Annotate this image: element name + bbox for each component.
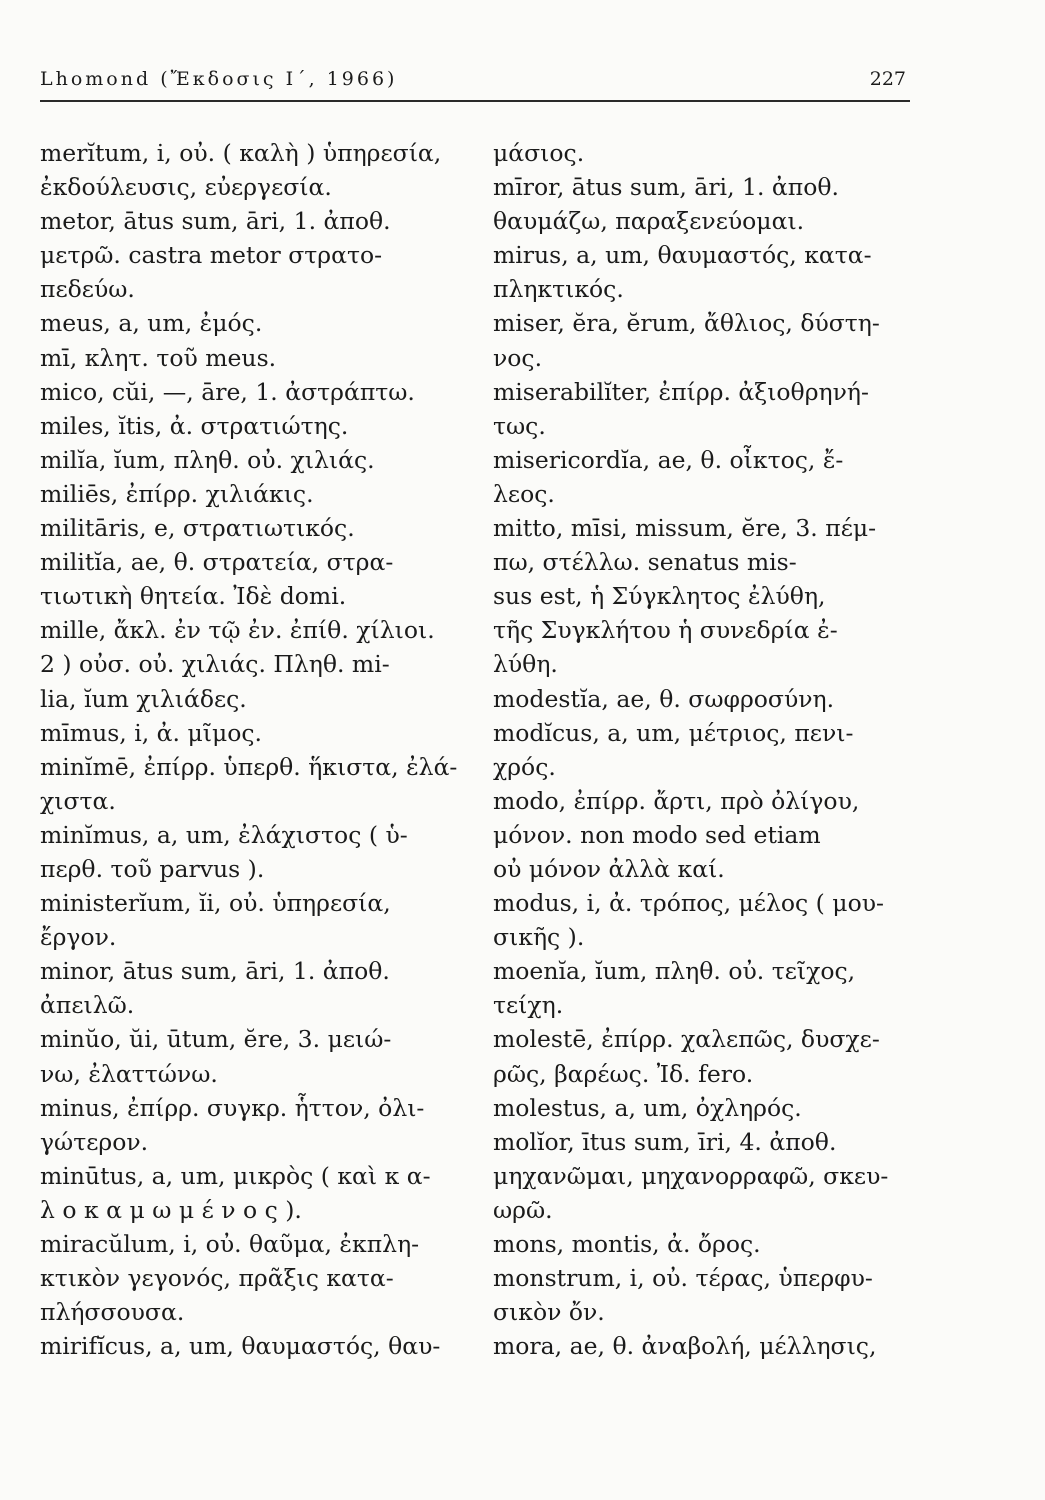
dictionary-line: πεδεύω. <box>40 275 135 304</box>
dictionary-line: lia, ĭum χιλιάδες. <box>40 684 247 713</box>
dictionary-line: mīmus, i, ἀ. μῖμος. <box>40 718 263 747</box>
left-column <box>40 136 460 1363</box>
running-title: Lhomond (Ἔκδοσις Ι΄, 1966) <box>40 68 398 90</box>
page-number: 227 <box>869 68 906 90</box>
dictionary-line: militĭa, ae, θ. στρατεία, στρα- <box>40 548 394 577</box>
dictionary-line: τως. <box>493 411 546 440</box>
dictionary-line: molestus, a, um, ὀχληρός. <box>493 1093 802 1122</box>
dictionary-line: minor, ātus sum, āri, 1. ἀποθ. <box>40 957 390 986</box>
dictionary-line: monstrum, i, οὐ. τέρας, ὑπερφυ- <box>493 1264 873 1293</box>
dictionary-line: molĭor, ītus sum, īri, 4. ἀποθ. <box>493 1127 837 1156</box>
dictionary-line: minūtus, a, um, μικρὸς ( καὶ κ α- <box>40 1161 431 1190</box>
dictionary-line: minus, ἐπίρρ. συγκρ. ἧττον, ὀλι- <box>40 1093 425 1122</box>
dictionary-line: mī, κλητ. τοῦ meus. <box>40 343 277 372</box>
dictionary-line: χρός. <box>493 752 556 781</box>
dictionary-line: οὐ μόνον ἀλλὰ καί. <box>493 854 725 883</box>
dictionary-line: modĭcus, a, um, μέτριος, πενι- <box>493 718 854 747</box>
dictionary-line: νω, ἐλαττώνω. <box>40 1059 218 1088</box>
dictionary-line: minĭmus, a, um, ἐλάχιστος ( ὑ- <box>40 820 408 849</box>
dictionary-line: militāris, e, στρατιωτικός. <box>40 514 355 543</box>
dictionary-line: miracŭlum, i, οὐ. θαῦμα, ἐκπλη- <box>40 1230 420 1258</box>
right-column <box>493 136 913 1363</box>
dictionary-line: miles, ĭtis, ἀ. στρατιώτης. <box>40 411 349 440</box>
dictionary-line: miliēs, ἐπίρρ. χιλιάκις. <box>40 479 314 508</box>
dictionary-line: molestē, ἐπίρρ. χαλεπῶς, δυσχε- <box>493 1025 880 1054</box>
dictionary-line: miserabilĭter, ἐπίρρ. ἀξιοθρηνή- <box>493 377 869 406</box>
dictionary-line: σικῆς ). <box>493 923 585 952</box>
dictionary-line: minŭo, ŭi, ūtum, ĕre, 3. μειώ- <box>40 1025 392 1054</box>
dictionary-line: mīror, ātus sum, āri, 1. ἀποθ. <box>493 173 839 202</box>
dictionary-line: θαυμάζω, παραξενεύομαι. <box>493 207 805 236</box>
dictionary-line: τιωτικὴ θητεία. Ἰδὲ domi. <box>40 582 347 611</box>
dictionary-line: λ ο κ α μ ω μ έ ν ο ς ). <box>40 1195 302 1224</box>
dictionary-line: misericordĭa, ae, θ. οἶκτος, ἔ- <box>493 445 844 474</box>
dictionary-line: ρῶς, βαρέως. Ἰδ. fero. <box>493 1059 754 1088</box>
dictionary-line: λύθη. <box>493 650 558 679</box>
dictionary-line: modus, i, ἀ. τρόπος, μέλος ( μου- <box>493 889 884 918</box>
dictionary-line: mirus, a, um, θαυμαστός, κατα- <box>493 241 872 270</box>
dictionary-line: sus est, ἡ Σύγκλητος ἐλύθη, <box>493 582 826 611</box>
dictionary-line: merĭtum, i, οὐ. ( καλὴ ) ὑπηρεσία, <box>40 139 442 167</box>
dictionary-line: mons, montis, ἀ. ὄρος. <box>493 1230 761 1258</box>
dictionary-line: miser, ĕra, ĕrum, ἄθλιος, δύστη- <box>493 309 880 338</box>
dictionary-line: χιστα. <box>40 786 116 815</box>
dictionary-line: mille, ἄκλ. ἐν τῷ ἐν. ἐπίθ. χίλιοι. <box>40 616 435 645</box>
dictionary-line: meus, a, um, ἐμός. <box>40 309 263 338</box>
dictionary-line: μετρῶ. castra metor στρατο- <box>40 241 383 270</box>
dictionary-line: modestĭa, ae, θ. σωφροσύνη. <box>493 684 835 713</box>
dictionary-line: mirifĭcus, a, um, θαυμαστός, θαυ- <box>40 1332 441 1361</box>
dictionary-line: πλήσσουσα. <box>40 1298 185 1327</box>
dictionary-line: modo, ἐπίρρ. ἄρτι, πρὸ ὀλίγου, <box>493 786 860 815</box>
dictionary-line: ἐκδούλευσις, εὐεργεσία. <box>40 173 332 202</box>
dictionary-line: ministerĭum, ĭi, οὐ. ὑπηρεσία, <box>40 889 391 918</box>
dictionary-line: τείχη. <box>493 991 564 1020</box>
dictionary-line: minĭmē, ἐπίρρ. ὑπερθ. ἥκιστα, ἐλά- <box>40 752 458 781</box>
dictionary-line: ἔργον. <box>40 923 117 952</box>
dictionary-line: mora, ae, θ. ἀναβολή, μέλλησις, <box>493 1332 877 1361</box>
dictionary-line: μάσιος. <box>493 139 585 167</box>
dictionary-line: σικὸν ὄν. <box>493 1298 605 1327</box>
dictionary-line: περθ. τοῦ parvus ). <box>40 854 265 883</box>
dictionary-line: πληκτικός. <box>493 275 624 304</box>
dictionary-line: πω, στέλλω. senatus mis- <box>493 548 797 577</box>
dictionary-line: κτικὸν γεγονός, πρᾶξις κατα- <box>40 1264 394 1293</box>
dictionary-line: mitto, mīsi, missum, ĕre, 3. πέμ- <box>493 514 877 543</box>
dictionary-line: γώτερον. <box>40 1127 149 1156</box>
dictionary-line: τῆς Συγκλήτου ἡ συνεδρία ἐ- <box>493 616 838 645</box>
dictionary-line: metor, ātus sum, āri, 1. ἀποθ. <box>40 207 391 236</box>
dictionary-line: ἀπειλῶ. <box>40 991 135 1020</box>
dictionary-line: ωρῶ. <box>493 1195 553 1224</box>
dictionary-line: moenĭa, ĭum, πληθ. οὐ. τεῖχος, <box>493 957 856 986</box>
dictionary-line: milĭa, ĭum, πληθ. οὐ. χιλιάς. <box>40 445 375 474</box>
dictionary-line: mico, cŭi, —, āre, 1. ἀστράπτω. <box>40 377 415 406</box>
page-header <box>40 64 910 102</box>
dictionary-line: λεος. <box>493 479 555 508</box>
dictionary-line: μόνον. non modo sed etiam <box>493 820 821 849</box>
dictionary-line: 2 ) οὐσ. οὐ. χιλιάς. Πληθ. mi- <box>40 650 390 679</box>
dictionary-line: μηχανῶμαι, μηχανορραφῶ, σκευ- <box>493 1161 889 1190</box>
dictionary-line: νος. <box>493 343 543 372</box>
